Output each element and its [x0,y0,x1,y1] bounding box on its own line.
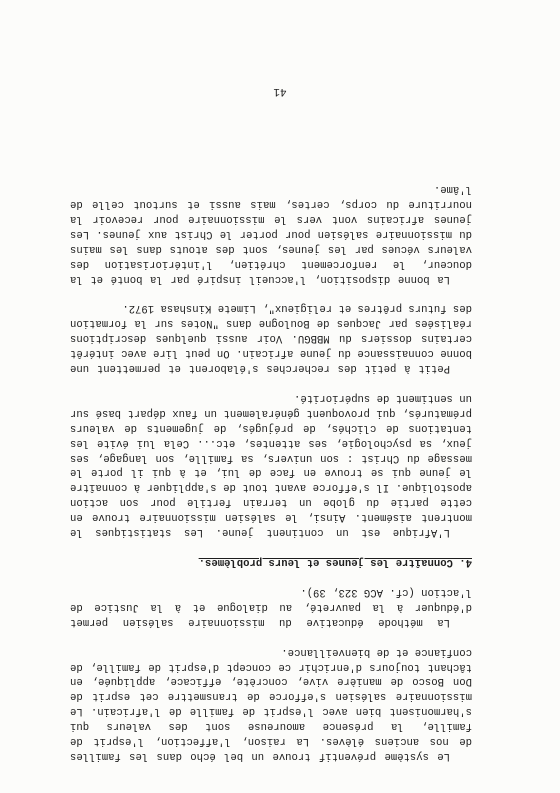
section-heading: 4. Connaître les jeunes et leurs problèmes. [198,556,472,569]
paragraph-preventive-system: Le système préventif trouve un bel écho dans les familles de nos anciens élèves. La raison, l'affection, l'esprit de famille, la présence amoureuse sont des valeurs qui s'harmonisent bien avec l'esprit de famille de l'africain. Le missionnaire salésien s'efforce de transmettre cet esprit de Don Bosco de manière vive, concrète, efficace, appliquée, en tâchant toujours d'enrichir ce concept d'esprit de famille, de confiance et de bienveillance. [70,645,472,762]
paragraph-young-continent: L'Afrique est un continent jeune. Les statistiques le montrent aisément. Ainsi, le salésien missionnaire trouve en cette partie du globe un terrain fertile pour son action apostolique. Il s'efforce avant tout de s'appliquer à connaître le jeune qui se trouve en face de lui, et à qui il porte le message du Christ : son univers, sa famille, son langage, ses jeux, sa psychologie, ses attentes, etc... Cela lui évite les tentations de clichés, de préjugés, de jugements de valeurs prématurés, qui provoquent généralement un faux départ basé sur un sentiment de supériorité. [70,391,472,539]
paragraph-research: Petit à petit des recherches s'élaborent et permettent une bonne connaissance du jeune africain. On peut lire avec intérêt certains dossiers du MBBGU. Voir aussi quelques descriptions réalisées par Jacques de Boulogne dans "Notes sur la formation des futurs prêtres et religieux", Limete Kinshasa 1972. [70,302,472,375]
paragraph-educative-method: La méthode éducative du missionnaire salésien permet d'éduquer à la pauvreté, au dialogue et à la Justice de l'action (cf. ACG 323, 39). [70,585,472,628]
page-number: 41 [273,85,287,97]
paragraph-good-disposition: La bonne disposition, l'accueil inspiré par la bonté et la douceur, le renforcement chrétien, l'intériorisation des valeurs vécues par les jeunes, sont des atouts dans les mains du missionnaire salésien pour porter le Christ aux jeunes. Les jeunes africains vont vers le missionnaire pour recevoir la nourriture du corps, certes, mais aussi et surtout celle de l'âme. [70,183,472,285]
page-body [70,166,472,763]
